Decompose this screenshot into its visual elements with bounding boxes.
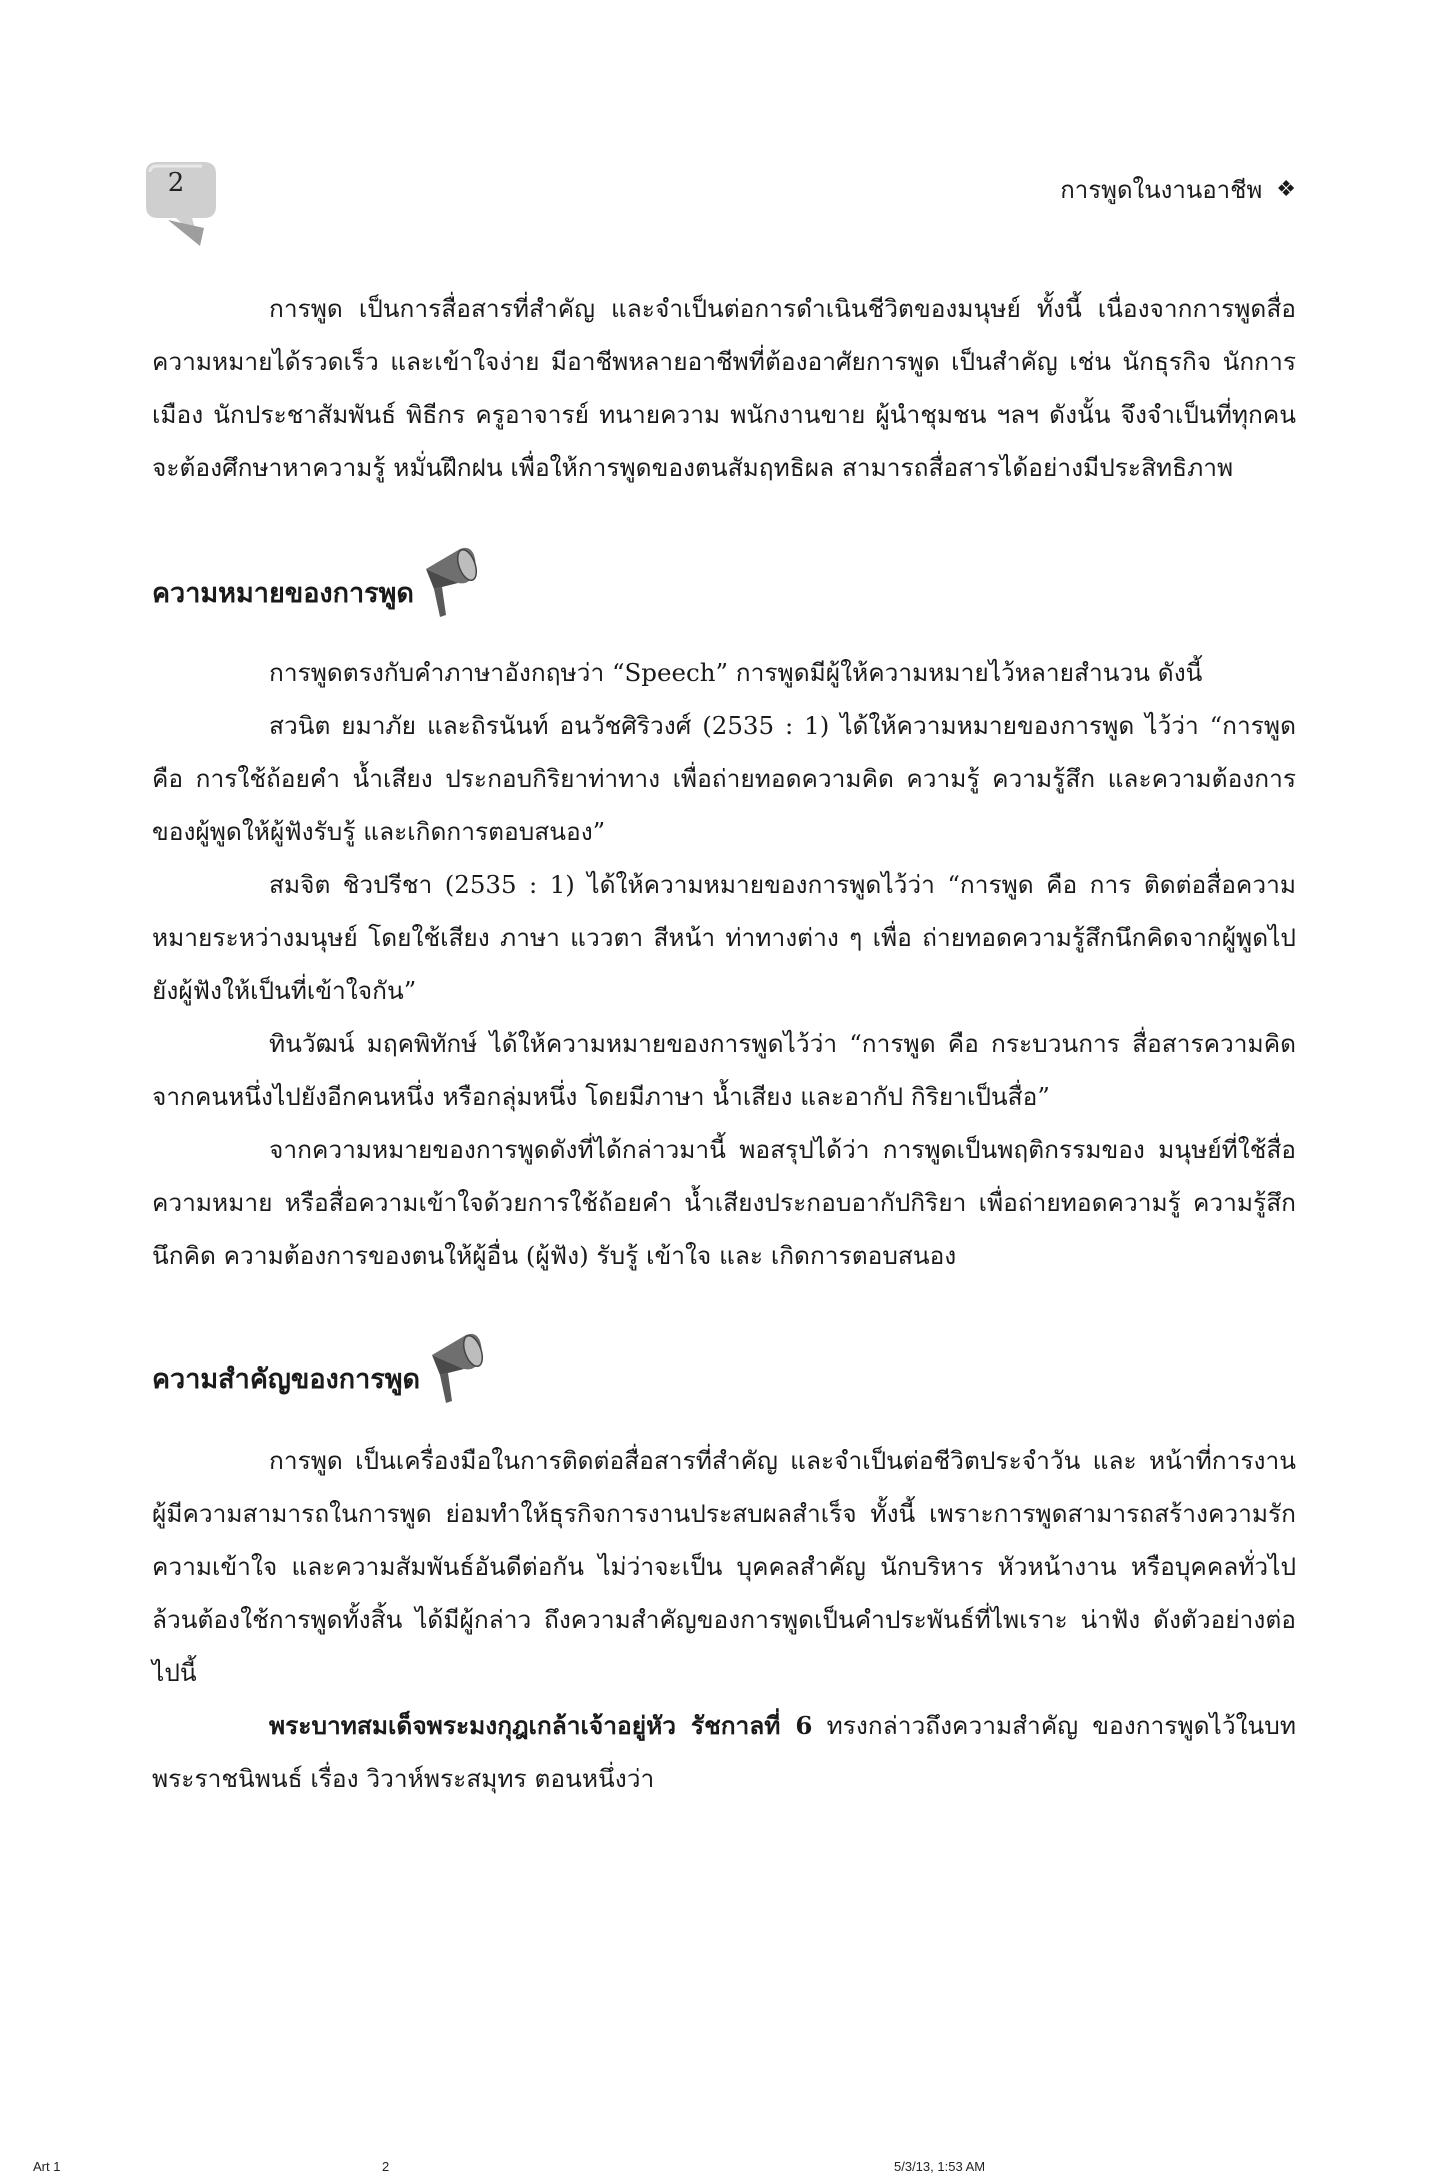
megaphone-icon — [426, 1329, 490, 1409]
importance-paragraph-2 — [152, 1699, 1296, 1805]
page-number: 2 — [167, 168, 185, 198]
megaphone-icon — [420, 543, 484, 623]
section-heading-text: ความหมายของการพูด — [152, 577, 414, 609]
meaning-paragraph-4: ทินวัฒน์ มฤคพิทักษ์ ได้ให้ความหมายของการพูดไว้ว่า “การพูด คือ กระบวนการ สื่อสารความคิดจากคนหนึ่งไปยังอีกคนหนึ่ง หรือกลุ่มหนึ่ง โดยมีภาษา น้ำเสียง และอากัป กิริยาเป็นสื่อ” — [152, 1029, 1296, 1111]
print-footer — [0, 2159, 1448, 2179]
meaning-paragraph-2: สวนิต ยมาภัย และถิรนันท์ อนวัชศิริวงศ์ (2535 : 1) ได้ให้ความหมายของการพูด ไว้ว่า “การพูด คือ การใช้ถ้อยคำ น้ำเสียง ประกอบกิริยาท่าทาง เพื่อถ่ายทอดความคิด ความรู้ ความรู้สึก และความต้องการของผู้พูดให้ผู้ฟังรับรู้ และเกิดการตอบสนอง” — [152, 711, 1296, 846]
footer-timestamp: 5/3/13, 1:53 AM — [894, 2159, 986, 2174]
importance-paragraph-2-text: ทรงกล่าวถึงความสำคัญ ของการพูดไว้ในบทพระราชนิพนธ์ เรื่อง วิวาห์พระสมุทร ตอนหนึ่งว่า — [152, 1711, 1296, 1793]
meaning-paragraph-1: การพูดตรงกับคำภาษาอังกฤษว่า “Speech” การพูดมีผู้ให้ความหมายไว้หลายสำนวน ดังนี้ — [269, 658, 1203, 687]
section-heading-meaning — [152, 548, 1296, 636]
page-content — [152, 282, 1296, 1805]
section-heading-importance — [152, 1334, 1296, 1422]
running-title: การพูดในงานอาชีพ — [1060, 176, 1263, 204]
section-heading-text: ความสำคัญของการพูด — [152, 1363, 421, 1395]
intro-paragraph: การพูด เป็นการสื่อสารที่สำคัญ และจำเป็นต่อการดำเนินชีวิตของมนุษย์ ทั้งนี้ เนื่องจากการพูดสื่อความหมายได้รวดเร็ว และเข้าใจง่าย มีอาชีพหลายอาชีพที่ต้องอาศัยการพูด เป็นสำคัญ เช่น นักธุรกิจ นักการเมือง นักประชาสัมพันธ์ พิธีกร ครูอาจารย์ ทนายความ พนักงานขาย ผู้นำชุมชน ฯลฯ ดังนั้น จึงจำเป็นที่ทุกคนจะต้องศึกษาหาความรู้ หมั่นฝึกฝน เพื่อให้การพูดของตนสัมฤทธิผล สามารถสื่อสารได้อย่างมีประสิทธิภาพ — [152, 294, 1296, 482]
footer-page: 2 — [382, 2159, 390, 2174]
meaning-paragraph-5: จากความหมายของการพูดดังที่ได้กล่าวมานี้ พอสรุปได้ว่า การพูดเป็นพฤติกรรมของ มนุษย์ที่ใช้สื่อความหมาย หรือสื่อความเข้าใจด้วยการใช้ถ้อยคำ น้ำเสียงประกอบอากัปกิริยา เพื่อถ่ายทอดความรู้ ความรู้สึกนึกคิด ความต้องการของตนให้ผู้อื่น (ผู้ฟัง) รับรู้ เข้าใจ และ เกิดการตอบสนอง — [152, 1135, 1296, 1270]
running-header — [1060, 170, 1296, 209]
diamond-ornament-icon: ❖ — [1276, 176, 1296, 202]
importance-paragraph-1: การพูด เป็นเครื่องมือในการติดต่อสื่อสารที่สำคัญ และจำเป็นต่อชีวิตประจำวัน และ หน้าที่การงาน ผู้มีความสามารถในการพูด ย่อมทำให้ธุรกิจการงานประสบผลสำเร็จ ทั้งนี้ เพราะการพูดสามารถสร้างความรัก ความเข้าใจ และความสัมพันธ์อันดีต่อกัน ไม่ว่าจะเป็น บุคคลสำคัญ นักบริหาร หัวหน้างาน หรือบุคคลทั่วไป ล้วนต้องใช้การพูดทั้งสิ้น ได้มีผู้กล่าว ถึงความสำคัญของการพูดเป็นคำประพันธ์ที่ไพเราะ น่าฟัง ดังตัวอย่างต่อไปนี้ — [152, 1446, 1296, 1687]
footer-file-name: Art 1 — [33, 2159, 61, 2174]
meaning-paragraph-3: สมจิต ชิวปรีชา (2535 : 1) ได้ให้ความหมายของการพูดไว้ว่า “การพูด คือ การ ติดต่อสื่อความหมายระหว่างมนุษย์ โดยใช้เสียง ภาษา แววตา สีหน้า ท่าทางต่าง ๆ เพื่อ ถ่ายทอดความรู้สึกนึกคิดจากผู้พูดไปยังผู้ฟังให้เป็นที่เข้าใจกัน” — [152, 870, 1296, 1005]
royal-name: พระบาทสมเด็จพระมงกุฎเกล้าเจ้าอยู่หัว รัชกาลที่ 6 — [269, 1711, 813, 1740]
